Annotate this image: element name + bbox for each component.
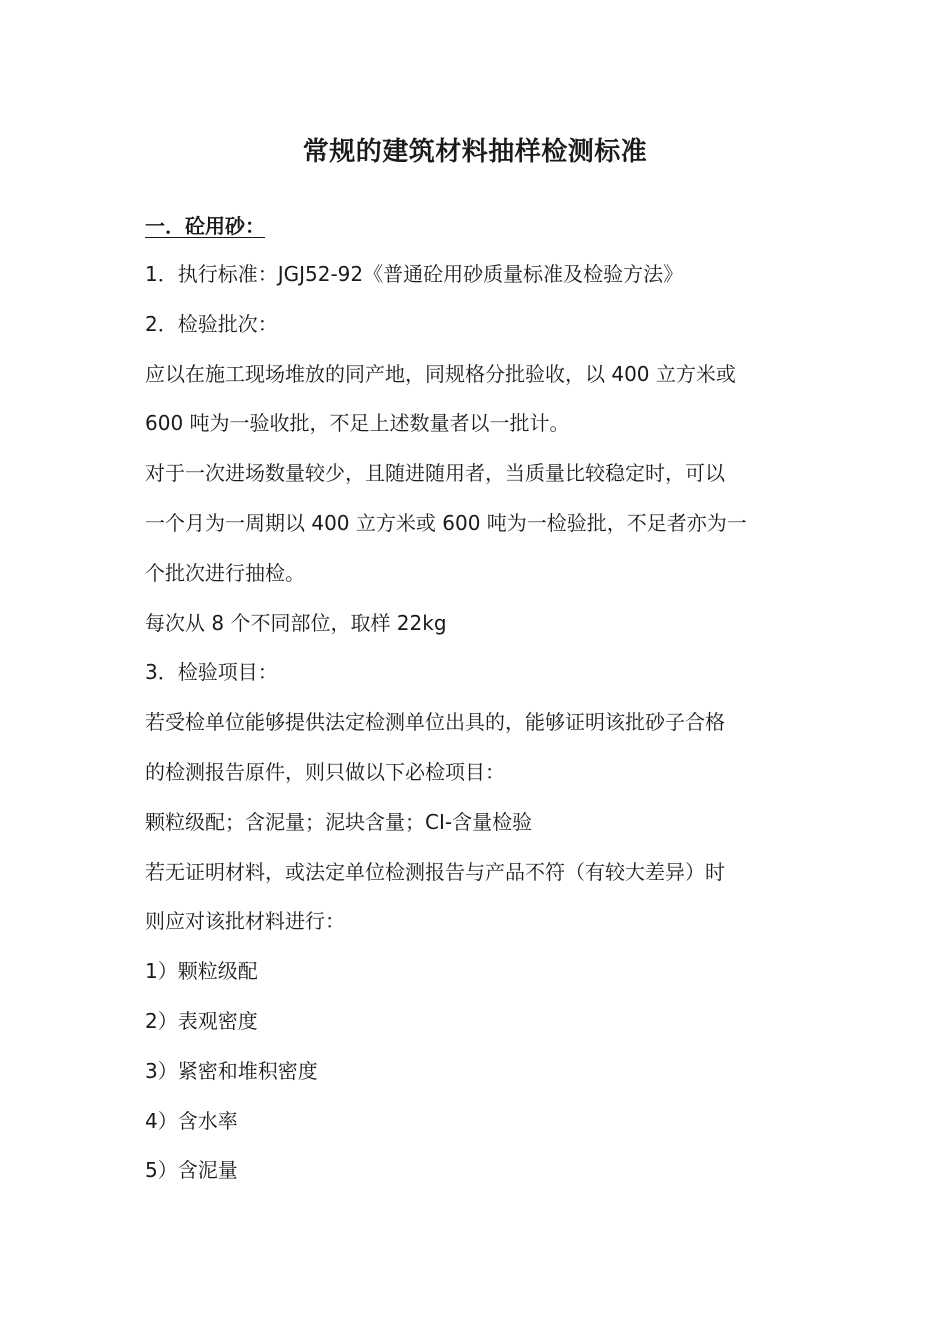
body-line: 则应对该批材料进行： bbox=[145, 909, 345, 934]
body-line: 1．执行标准：JGJ52-92《普通砼用砂质量标准及检验方法》 bbox=[145, 262, 684, 286]
list-item: 1）颗粒级配 bbox=[145, 959, 258, 984]
list-item: 2）表观密度 bbox=[145, 1008, 258, 1033]
body-line: 一个月为一周期以 400 立方米或 600 吨为一检验批，不足者亦为一 bbox=[145, 510, 747, 535]
body-line: 若无证明材料，或法定单位检测报告与产品不符（有较大差异）时 bbox=[145, 859, 725, 884]
list-item: 5）含泥量 bbox=[145, 1158, 238, 1183]
body-line: 的检测报告原件，则只做以下必检项目： bbox=[145, 759, 505, 784]
body-line: 对于一次进场数量较少，且随进随用者，当质量比较稳定时，可以 bbox=[145, 461, 725, 486]
section-heading: 一．砼用砂： bbox=[145, 214, 265, 238]
body-line: 每次从 8 个不同部位，取样 22kg bbox=[145, 610, 447, 635]
body-line: 个批次进行抽检。 bbox=[145, 560, 305, 585]
body-line: 2．检验批次： bbox=[145, 311, 278, 336]
list-item: 3）紧密和堆积密度 bbox=[145, 1058, 318, 1083]
document-body bbox=[145, 250, 810, 1196]
document-title: 常规的建筑材料抽样检测标准 bbox=[302, 137, 648, 167]
list-item: 4）含水率 bbox=[145, 1108, 238, 1133]
body-line: 应以在施工现场堆放的同产地，同规格分批验收，以 400 立方米或 bbox=[145, 361, 736, 386]
body-line: 若受检单位能够提供法定检测单位出具的，能够证明该批砂子合格 bbox=[145, 710, 725, 735]
body-line: 颗粒级配；含泥量；泥块含量；CI-含量检验 bbox=[145, 809, 533, 834]
body-line: 3．检验项目： bbox=[145, 660, 278, 685]
body-line: 600 吨为一验收批，不足上述数量者以一批计。 bbox=[145, 411, 570, 436]
